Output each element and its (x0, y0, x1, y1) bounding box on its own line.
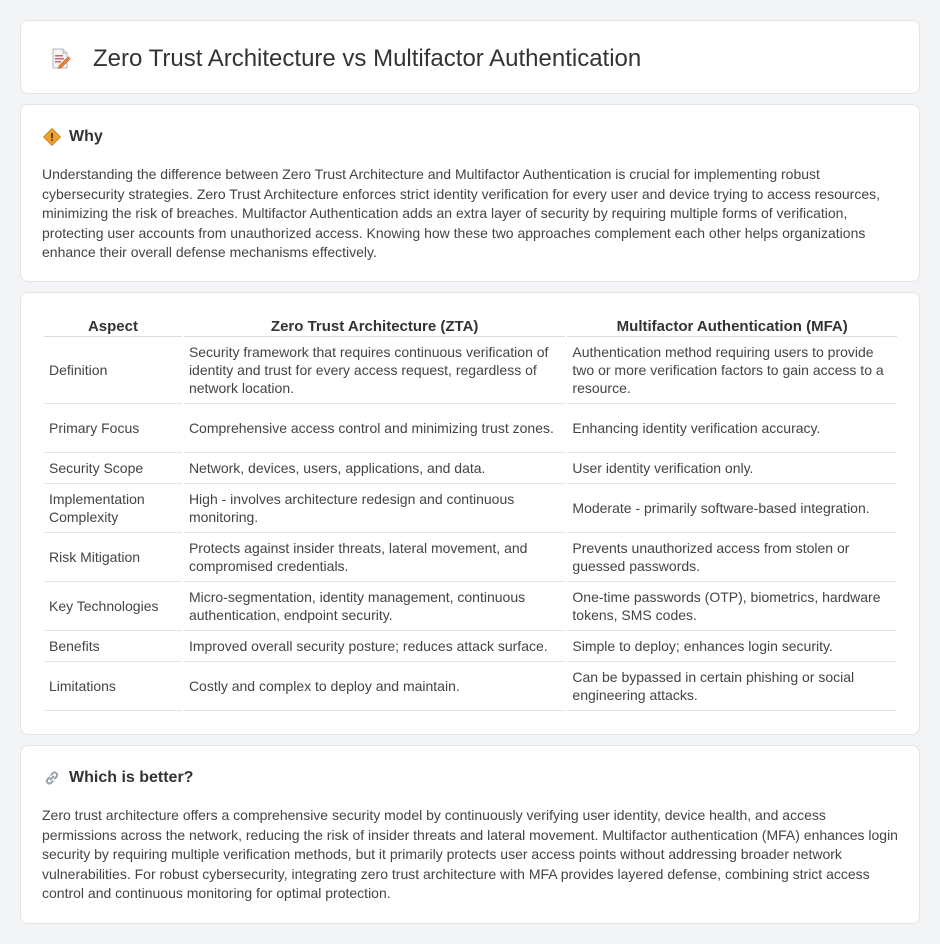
aspect-cell: Risk Mitigation (44, 533, 182, 582)
table-row (44, 662, 897, 711)
zta-cell: Network, devices, users, applications, and data. (184, 453, 565, 484)
header-card (20, 20, 920, 94)
mfa-cell: Authentication method requiring users to provide two or more verification factors to gain access to a resource. (567, 337, 897, 404)
comparison-section (20, 292, 920, 735)
aspect-cell: Limitations (44, 662, 182, 711)
header-aspect: Aspect (44, 315, 182, 337)
page-title: Zero Trust Architecture vs Multifactor Authentication (93, 45, 642, 72)
zta-cell: Protects against insider threats, lateral movement, and compromised credentials. (184, 533, 565, 582)
which-is-better-section (20, 745, 920, 924)
better-text: Zero trust architecture offers a comprehensive security model by continuously verifying user identity, device health, and access permissions across the network, reducing the risk of insider threats and lateral movement. Multifactor authentication (MFA) enhances login security by requiring multiple verification methods, but it primarily protects user access points without addressing broader network vulnerabilities. For robust cybersecurity, integrating zero trust architecture with MFA provides layered defense, combining strict access control and continuous monitoring for optimal protection. (42, 807, 898, 902)
aspect-cell: Definition (44, 337, 182, 404)
better-title: Which is better? (69, 769, 194, 786)
aspect-cell: Key Technologies (44, 582, 182, 631)
comparison-table (42, 315, 899, 711)
aspect-cell: Benefits (44, 631, 182, 662)
table-row (44, 484, 897, 533)
zta-cell: Security framework that requires continuous verification of identity and trust for every access request, regardless of network location. (184, 337, 565, 404)
warning-sign-icon (43, 128, 61, 146)
mfa-cell: Prevents unauthorized access from stolen or guessed passwords. (567, 533, 897, 582)
aspect-cell: Security Scope (44, 453, 182, 484)
table-row (44, 337, 897, 404)
why-heading (43, 127, 103, 147)
table-row (44, 453, 897, 484)
mfa-cell: One-time passwords (OTP), biometrics, hardware tokens, SMS codes. (567, 582, 897, 631)
mfa-cell: Can be bypassed in certain phishing or social engineering attacks. (567, 662, 897, 711)
link-icon (43, 769, 61, 787)
zta-cell: Micro-segmentation, identity management, continuous authentication, endpoint security. (184, 582, 565, 631)
zta-cell: Improved overall security posture; reduces attack surface. (184, 631, 565, 662)
aspect-cell: Implementation Complexity (44, 484, 182, 533)
zta-cell: High - involves architecture redesign and continuous monitoring. (184, 484, 565, 533)
why-title: Why (69, 128, 103, 145)
zta-cell: Costly and complex to deploy and maintain. (184, 662, 565, 711)
header-mfa: Multifactor Authentication (MFA) (567, 315, 897, 337)
better-heading (43, 768, 193, 788)
zta-cell: Comprehensive access control and minimizing trust zones. (184, 404, 565, 453)
table-row (44, 404, 897, 453)
mfa-cell: User identity verification only. (567, 453, 897, 484)
table-row (44, 582, 897, 631)
table-row (44, 631, 897, 662)
mfa-cell: Moderate - primarily software-based integration. (567, 484, 897, 533)
header-zta: Zero Trust Architecture (ZTA) (184, 315, 565, 337)
aspect-cell: Primary Focus (44, 404, 182, 453)
table-header-row (44, 315, 897, 337)
mfa-cell: Enhancing identity verification accuracy. (567, 404, 897, 453)
document-edit-icon (48, 47, 72, 71)
table-row (44, 533, 897, 582)
why-section (20, 104, 920, 282)
why-text: Understanding the difference between Zero Trust Architecture and Multifactor Authentication is crucial for implementing robust cybersecurity strategies. Zero Trust Architecture enforces strict identity verification for every user and device trying to access resources, minimizing the risk of breaches. Multifactor Authentication adds an extra layer of security by requiring multiple forms of verification, protecting user accounts from unauthorized access. Knowing how these two approaches complement each other helps organizations enhance their overall defense mechanisms effectively. (42, 166, 881, 261)
mfa-cell: Simple to deploy; enhances login security. (567, 631, 897, 662)
